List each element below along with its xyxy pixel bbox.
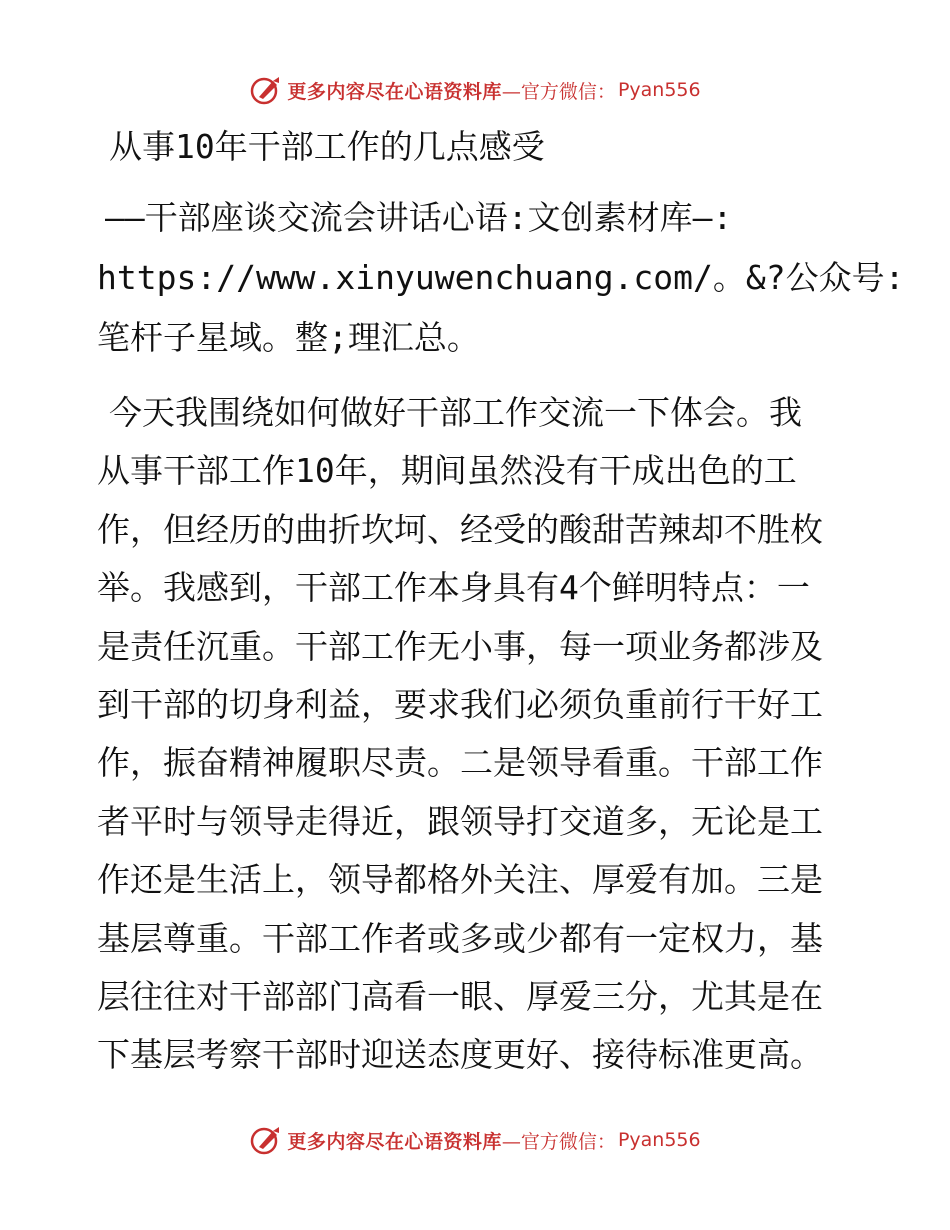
document-title: 从事10年干部工作的几点感受 <box>109 127 545 166</box>
paragraph-line: 到干部的切身利益，要求我们必须负重前行干好工 <box>97 684 823 724</box>
banner-prefix: 更多内容尽在心语资料库 <box>287 1130 502 1153</box>
subtitle-line: 笔杆子星域。整;理汇总。 <box>97 318 480 357</box>
document-subtitle <box>97 188 905 368</box>
paragraph-line: 从事干部工作10年，期间虽然没有干成出色的工 <box>97 451 797 491</box>
paragraph-line: 下基层考察干部时迎送态度更好、接待标准更高。 <box>97 1035 823 1075</box>
subtitle-line: https://www.xinyuwenchuang.com/。&?公众号: <box>97 258 905 297</box>
paragraph-line: 者平时与领导走得近，跟领导打交道多，无论是工 <box>97 801 823 841</box>
banner-brand: Pyan556 <box>617 79 701 101</box>
subtitle-line: ——干部座谈交流会讲话心语:文创素材库—: <box>105 198 733 237</box>
paragraph-line: 举。我感到，干部工作本身具有4个鲜明特点：一 <box>97 568 810 608</box>
paragraph-line: 作，但经历的曲折坎坷、经受的酸甜苦辣却不胜枚 <box>97 509 823 549</box>
paragraph-line: 作还是生活上，领导都格外关注、厚爱有加。三是 <box>97 860 823 900</box>
paragraph-line: 基层尊重。干部工作者或多或少都有一定权力，基 <box>97 918 823 958</box>
paragraph-line: 作，振奋精神履职尽责。二是领导看重。干部工作 <box>97 743 823 783</box>
banner-brand: Pyan556 <box>617 1129 701 1151</box>
banner-suffix: —官方微信： <box>501 80 616 103</box>
pen-nib-logo-icon <box>249 73 283 107</box>
document-body <box>97 118 905 1085</box>
pen-nib-logo-icon <box>249 1123 283 1157</box>
paragraph-line: 是责任沉重。干部工作无小事，每一项业务都涉及 <box>97 626 823 666</box>
banner-suffix: —官方微信： <box>501 1130 616 1153</box>
paragraph-line: 今天我围绕如何做好干部工作交流一下体会。我 <box>109 393 802 432</box>
body-paragraph <box>97 384 857 1085</box>
banner-prefix: 更多内容尽在心语资料库 <box>287 80 502 103</box>
footer-banner <box>0 1120 950 1160</box>
header-banner <box>0 70 950 110</box>
paragraph-line: 层往往对干部部门高看一眼、厚爱三分，尤其是在 <box>97 976 823 1016</box>
